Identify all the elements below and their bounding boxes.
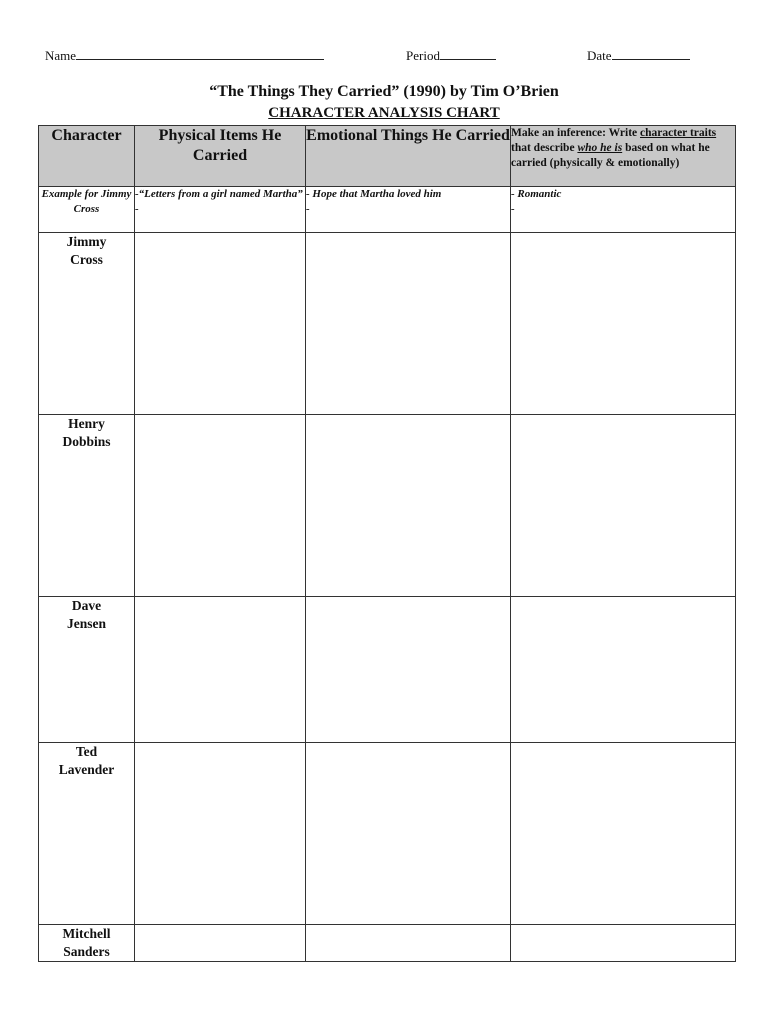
character-traits-cell[interactable] [511,233,736,415]
document-title: “The Things They Carried” (1990) by Tim O’Brien [209,83,559,100]
table-row [39,597,736,743]
inference-text-3: that describe [511,142,578,154]
document-subtitle: CHARACTER ANALYSIS CHART [268,105,500,121]
table-header-row [39,126,736,187]
character-analysis-table [38,125,736,962]
character-name-line-2: Jensen [66,616,106,631]
name-label: Name [45,48,77,63]
inference-text-5: based on what he carried (physically & emotionally) [511,142,710,169]
emotional-things-cell[interactable] [306,597,511,743]
example-label: Example for Jimmy Cross [39,187,135,233]
column-header-emotional: Emotional Things He Carried [306,126,511,187]
example-trait-line-2: - [511,203,515,215]
emotional-things-cell[interactable] [306,743,511,925]
physical-items-cell[interactable] [135,233,306,415]
character-name-cell [39,925,135,962]
name-blank[interactable] [76,47,324,60]
character-traits-cell[interactable] [511,597,736,743]
character-name-line-2: Lavender [58,762,115,777]
period-blank[interactable] [440,47,496,60]
physical-items-cell[interactable] [135,925,306,962]
period-field[interactable] [406,47,496,64]
example-trait-line-1: - Romantic [511,188,562,200]
example-physical-line-2: - [135,203,139,215]
emotional-things-cell[interactable] [306,925,511,962]
column-header-character: Character [39,126,135,187]
example-emotional[interactable] [306,187,511,233]
example-row [39,187,736,233]
emotional-things-cell[interactable] [306,415,511,597]
name-field[interactable] [45,47,324,64]
character-name-line-1: Mitchell [62,926,111,941]
emotional-things-cell[interactable] [306,233,511,415]
example-physical-line-1: -“Letters from a girl named Martha” [135,188,303,200]
date-field[interactable] [587,47,690,64]
inference-text-2: character traits [640,127,717,139]
physical-items-cell[interactable] [135,743,306,925]
character-name-line-1: Jimmy [66,234,107,249]
header-fields [45,47,745,67]
character-name-line-2: Sanders [63,944,110,959]
character-name-line-2: Dobbins [62,434,111,449]
table-row [39,743,736,925]
column-header-physical: Physical Items He Carried [135,126,306,187]
example-emotional-line-1: - Hope that Martha loved him [306,188,442,200]
character-name-line-2: Cross [70,252,103,267]
character-name-cell [39,415,135,597]
character-traits-cell[interactable] [511,743,736,925]
physical-items-cell[interactable] [135,415,306,597]
physical-items-cell[interactable] [135,597,306,743]
character-traits-cell[interactable] [511,415,736,597]
example-emotional-line-2: - [306,203,310,215]
column-header-inference [511,126,736,187]
inference-text-1: Make an inference: Write [511,127,641,139]
period-label: Period [406,48,440,63]
example-trait[interactable] [511,187,736,233]
table-row [39,925,736,962]
date-blank[interactable] [612,47,690,60]
character-name-line-1: Dave [71,598,102,613]
date-label: Date [587,48,612,63]
example-physical[interactable] [135,187,306,233]
character-name-line-1: Ted [75,744,98,759]
character-traits-cell[interactable] [511,925,736,962]
character-name-cell [39,233,135,415]
inference-text-4: who he is [577,142,623,154]
table-row [39,415,736,597]
character-name-cell [39,743,135,925]
table-row [39,233,736,415]
character-name-line-1: Henry [68,416,105,431]
character-name-cell [39,597,135,743]
